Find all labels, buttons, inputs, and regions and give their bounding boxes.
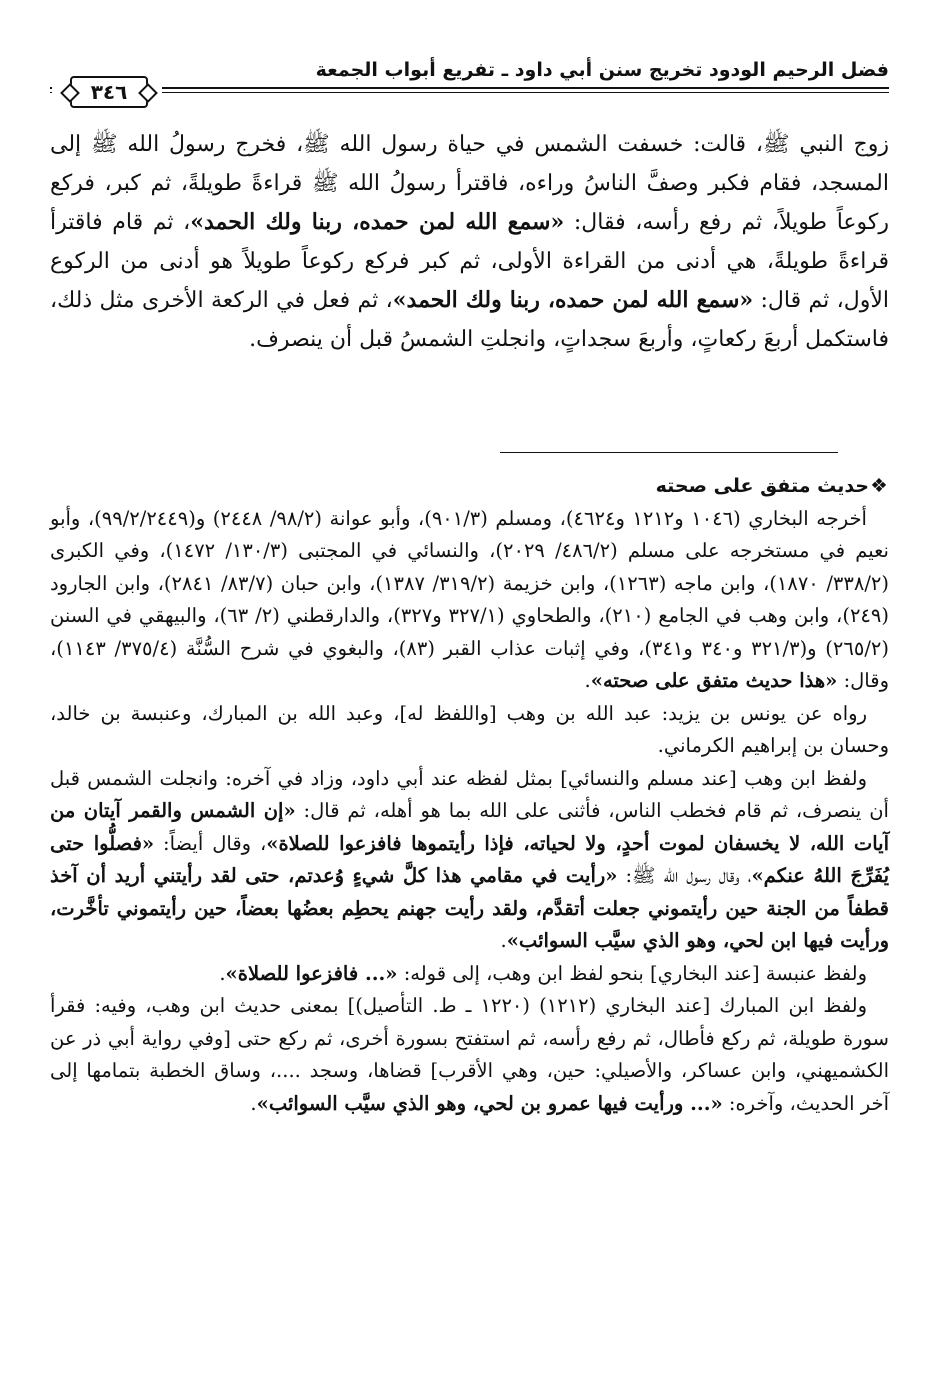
footnotes [50,470,889,1120]
text-run: ولفظ ابن وهب [عند مسلم والنسائي] بمثل لفظه عند أبي داود، وزاد في آخره: وانجلت الشمس قبل أن ينصرف، ثم قام فخطب الناس، فأثنى على الله بما هو أهله، ثم قال: [50,766,889,822]
quote-bold: «رأيت في مقامي هذا كلَّ شيءٍ وُعدتم، حتى لقد رأيتني أريد أن آخذ قطفاً من الجنة حين رأيتموني جعلت أتقدَّم، ولقد رأيت جهنم يحطِم بعضُها بعضاً، حين رأيتموني تأخَّرت، ورأيت فيها ابن لحي، وهو الذي سيَّب السوائب» [50,864,889,952]
quote-bold: «سمع الله لمن حمده، ربنا ولك الحمد» [392,287,754,313]
main-paragraph [50,126,889,359]
footnote-paragraph [50,763,889,958]
footnote-paragraph [50,503,889,698]
text-run: ، ثم فعل في الركعة الأخرى مثل ذلك، فاستكمل أربعَ ركعاتٍ، وأربعَ سجداتٍ، وانجلتِ الشمسُ قبل أن ينصرف. [50,288,889,352]
running-title: فضل الرحيم الودود تخريج سنن أبي داود ـ تفريع أبواب الجمعة [315,59,889,81]
text-run: . [500,929,507,952]
page-number-frame [52,76,162,108]
quote-bold: «... فافزعوا للصلاة» [225,961,398,985]
quote-bold: «... ورأيت فيها عمرو بن لحي، وهو الذي سيَّب السوائب» [256,1091,723,1115]
quote-bold: «هذا حديث متفق على صحته» [590,669,838,692]
header-rule-thin [50,92,889,93]
header-rule [50,87,889,89]
footnote-title: حديث متفق على صحته [655,475,869,497]
footnote-separator [500,452,838,453]
text-run: ، وقال أيضاً: [154,831,267,855]
text-run: زوج النبي ﷺ، قالت: خسفت الشمس في حياة رسول الله ﷺ، فخرج رسولُ الله ﷺ إلى المسجد، فقام فكبر وصفَّ الناسُ وراءه، فاقترأ رسولُ الله ﷺ قراءةً طويلةً، ثم كبر، فركع ركوعاً طويلاً، ثم رفع رأسه، فقال: [50,132,889,235]
footnote-paragraph: رواه عن يونس بن يزيد: عبد الله بن وهب [واللفظ له]، وعبد الله بن المبارك، وعنبسة بن خالد، وحسان بن إبراهيم الكرماني. [50,701,889,757]
text-run: ، ثم قام فاقترأ قراءةً طويلةً، هي أدنى من القراءة الأولى، ثم كبر فركع ركوعاً طويلاً هو أدنى من الركوع الأول، ثم قال: [50,210,889,313]
footnote-heading [50,470,889,503]
footnote-paragraph [50,990,889,1120]
footnote-paragraph [50,958,889,991]
quote-bold: «فصلُّوا حتى يُفَرِّجَ اللهُ عنكم» [50,831,889,887]
text-run: ولفظ ابن المبارك [عند البخاري (١٢١٢) (١٢٢٠ ـ ط. التأصيل)] بمعنى حديث ابن وهب، وفيه: فقرأ سورة طويلة، ثم ركع فأطال، ثم رفع رأسه، ثم استفتح بسورة أخرى، ثم ركع حتى [وفي رواية أبي ذر عن الكشميهني، وابن عساكر، والأصيلي: حين، وهي الأقرب] قضاها، وسجد ....، وساق الخطبة بتمامها إلى آخر الحديث، وآخره: [50,994,889,1115]
quote-bold: «إن الشمس والقمر آيتان من آيات الله، لا يخسفان لموت أحدٍ، ولا لحياته، فإذا رأيتموها فافزعوا للصلاة» [50,799,889,855]
main-text [50,126,889,359]
text-run: . [250,1091,257,1115]
page-number: ٣٤٦ [70,76,148,108]
text-run: أخرجه البخاري (١٠٤٦ و١٢١٢ و٤٦٢٤)، ومسلم (٩٠١/٣)، وأبو عوانة (٩٨/٢/ ٢٤٤٨) و(٩٩/٢/٢٤٤٩)، وأبو نعيم في مستخرجه على مسلم (٤٨٦/٢/ ٢٠٢٩)، والنسائي في المجتبى (١٣٠/٣/ ١٤٧٢)، وفي الكبرى (٣٣٨/٢/ ١٨٧٠)، وابن ماجه (١٢٦٣)، وابن خزيمة (٣١٩/٢/ ١٣٨٧)، وابن حبان (٨٣/٧/ ٢٨٤١)، وابن الجارود (٢٤٩)، وابن وهب في الجامع (٢١٠)، والطحاوي (٣٢٧/١ و٣٢٧)، والدارقطني (٢/ ٦٣)، والبيهقي في السنن (٢٦٥/٢) و(٣٢١/٣ و٣٤٠ و٣٤١)، وفي إثبات عذاب القبر (٨٣)، والبغوي في شرح السُّنَّة (٣٧٥/٤/ ١١٤٣)، وقال: [50,506,889,692]
quote-bold: «سمع الله لمن حمده، ربنا ولك الحمد» [190,209,565,235]
text-run: . [584,669,591,692]
text-run: ولفظ عنبسة [عند البخاري] بنحو لفظ ابن وهب، إلى قوله: [397,961,867,985]
text-run: . [219,961,226,985]
bullet-icon: ❖ [870,474,888,497]
text-run: ، وقال رسول الله ﷺ: [617,864,752,887]
